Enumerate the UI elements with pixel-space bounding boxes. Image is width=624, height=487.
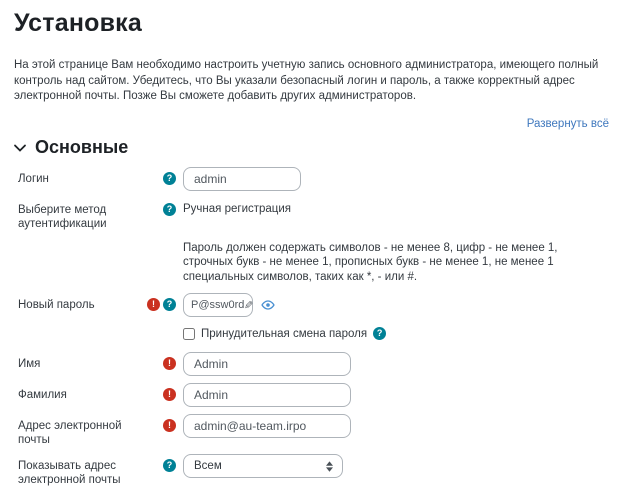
required-icon: ! xyxy=(163,388,176,401)
login-input[interactable] xyxy=(183,167,301,191)
password-hint: Пароль должен содержать символов - не менее 8, цифр - не менее 1, строчных букв - не менее 1, прописных букв - не менее 1, не менее 1 специальных символов, таких как *, - или #. xyxy=(183,241,610,285)
page-title: Установка xyxy=(14,9,610,38)
lastname-icons xyxy=(140,383,176,401)
select-arrows-icon xyxy=(326,461,333,472)
help-icon[interactable]: ? xyxy=(163,298,176,311)
expand-all-row xyxy=(14,118,610,130)
help-icon[interactable]: ? xyxy=(373,327,386,340)
row-auth-method xyxy=(14,198,610,231)
new-password-label: Новый пароль xyxy=(18,293,140,312)
section-title: Основные xyxy=(35,137,128,158)
lastname-input[interactable] xyxy=(183,383,351,407)
email-visibility-select[interactable] xyxy=(183,454,343,478)
row-email xyxy=(14,414,610,447)
admin-setup-form xyxy=(14,167,610,487)
row-login xyxy=(14,167,610,191)
email-icons xyxy=(140,414,176,432)
email-label: Адрес электронной почты xyxy=(18,414,140,447)
chevron-down-icon[interactable] xyxy=(14,144,26,152)
lastname-label: Фамилия xyxy=(18,383,140,402)
login-icons xyxy=(140,167,176,185)
row-lastname xyxy=(14,383,610,407)
help-icon[interactable]: ? xyxy=(163,459,176,472)
auth-method-value: Ручная регистрация xyxy=(183,198,291,215)
help-icon[interactable]: ? xyxy=(163,203,176,216)
auth-method-label: Выберите метод аутентификации xyxy=(18,198,140,231)
new-password-input[interactable] xyxy=(183,293,253,317)
firstname-label: Имя xyxy=(18,352,140,371)
intro-text: На этой странице Вам необходимо настроить учетную запись основного администратора, имеющего полный контроль над сайтом. Убедитесь, что Вы указали безопасный логин и пароль, а также корректный адрес электронной почты. Позже Вы сможете добавить других администраторов. xyxy=(14,58,610,105)
email-visibility-icons xyxy=(140,454,176,472)
required-icon: ! xyxy=(147,298,160,311)
required-icon: ! xyxy=(163,357,176,370)
pencil-icon: ✎ xyxy=(244,299,253,312)
firstname-icons xyxy=(140,352,176,370)
row-email-visibility xyxy=(14,454,610,487)
email-input[interactable] xyxy=(183,414,351,438)
section-header-general[interactable] xyxy=(14,137,610,158)
new-password-icons xyxy=(140,293,176,311)
force-change-label[interactable]: Принудительная смена пароля xyxy=(201,328,367,340)
row-firstname xyxy=(14,352,610,376)
email-visibility-value: Всем xyxy=(194,460,222,472)
new-password-value: P@ssw0rd xyxy=(191,299,244,311)
force-change-checkbox[interactable] xyxy=(183,328,195,340)
help-icon[interactable]: ? xyxy=(163,172,176,185)
row-new-password xyxy=(14,293,610,317)
reveal-password-eye-icon[interactable] xyxy=(261,298,275,312)
row-force-change xyxy=(183,327,610,340)
auth-method-icons xyxy=(140,198,176,216)
expand-all-link[interactable]: Развернуть всё xyxy=(527,118,609,130)
firstname-input[interactable] xyxy=(183,352,351,376)
email-visibility-label: Показывать адрес электронной почты xyxy=(18,454,140,487)
login-label: Логин xyxy=(18,167,140,186)
required-icon: ! xyxy=(163,419,176,432)
